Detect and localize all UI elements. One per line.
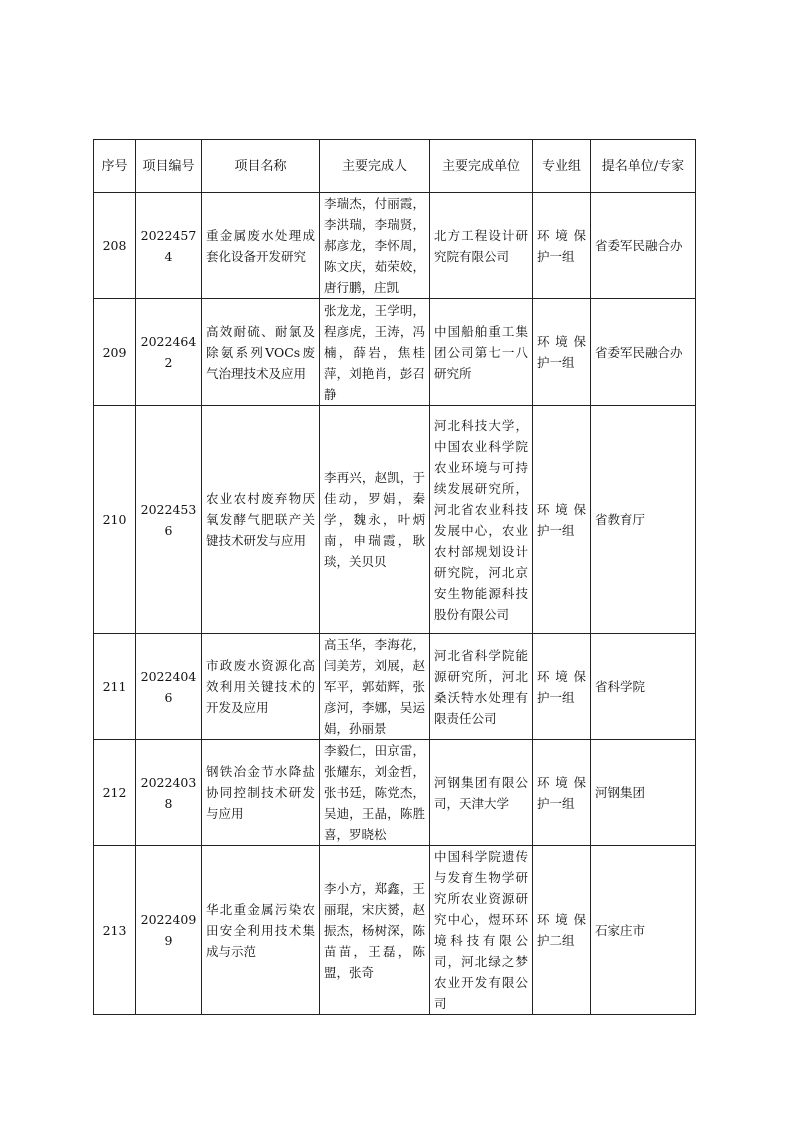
- cell-unit: 河北省科学院能源研究所，河北桑沃特水处理有限责任公司: [430, 634, 533, 740]
- table-row: [94, 846, 696, 1015]
- cell-nominator: 石家庄市: [591, 846, 696, 1015]
- cell-group: 环境保护一组: [533, 406, 591, 634]
- cell-unit: 中国科学院遗传与发育生物学研究所农业资源研究中心，煜环环境科技有限公司，河北绿之梦农业开发有限公司: [430, 846, 533, 1015]
- cell-people: 张龙龙，王学明，程彦虎，王涛，冯楠，薛岩，焦桂萍，刘艳肖，彭召静: [320, 299, 430, 406]
- project-table: [93, 139, 696, 1015]
- cell-nominator: 省教育厅: [591, 406, 696, 634]
- header-nominator: 提名单位/专家: [591, 140, 696, 193]
- cell-code: 20224536: [136, 406, 202, 634]
- cell-unit: 河钢集团有限公司，天津大学: [430, 740, 533, 846]
- header-name: 项目名称: [202, 140, 320, 193]
- cell-name: 高效耐硫、耐氯及除氨系列VOCs废气治理技术及应用: [202, 299, 320, 406]
- cell-seq: 213: [94, 846, 136, 1015]
- cell-nominator: 省委军民融合办: [591, 299, 696, 406]
- cell-seq: 212: [94, 740, 136, 846]
- cell-code: 20224099: [136, 846, 202, 1015]
- cell-people: 李瑞杰，付丽霞，李洪瑞，李瑞贤，郝彦龙，李怀周，陈文庆，茹荣姣，唐行鹏，庄凯: [320, 193, 430, 299]
- cell-group: 环境保护一组: [533, 299, 591, 406]
- cell-code: 20224574: [136, 193, 202, 299]
- cell-name: 农业农村废弃物厌氧发酵气肥联产关键技术研发与应用: [202, 406, 320, 634]
- table-row: [94, 740, 696, 846]
- cell-seq: 211: [94, 634, 136, 740]
- cell-people: 高玉华，李海花，闫美芳，刘展，赵军平，郭茹辉，张彦河，李娜，吴运娟，孙丽景: [320, 634, 430, 740]
- table-row: [94, 634, 696, 740]
- cell-seq: 209: [94, 299, 136, 406]
- header-people: 主要完成人: [320, 140, 430, 193]
- cell-people: 李小方，郑鑫，王丽琨，宋庆赟，赵振杰，杨树深，陈苗苗，王磊，陈盟，张奇: [320, 846, 430, 1015]
- cell-group: 环境保护一组: [533, 740, 591, 846]
- cell-people: 李再兴，赵凯，于佳动，罗娟，秦学，魏永，叶炳南，申瑞霞，耿琰，关贝贝: [320, 406, 430, 634]
- cell-name: 钢铁冶金节水降盐协同控制技术研发与应用: [202, 740, 320, 846]
- table-header-row: [94, 140, 696, 193]
- cell-seq: 208: [94, 193, 136, 299]
- cell-seq: 210: [94, 406, 136, 634]
- cell-group: 环境保护一组: [533, 193, 591, 299]
- cell-name: 重金属废水处理成套化设备开发研究: [202, 193, 320, 299]
- cell-nominator: 省科学院: [591, 634, 696, 740]
- header-group: 专业组: [533, 140, 591, 193]
- cell-nominator: 河钢集团: [591, 740, 696, 846]
- cell-code: 20224038: [136, 740, 202, 846]
- table-row: [94, 193, 696, 299]
- cell-name: 华北重金属污染农田安全利用技术集成与示范: [202, 846, 320, 1015]
- cell-unit: 北方工程设计研究院有限公司: [430, 193, 533, 299]
- cell-unit: 河北科技大学，中国农业科学院农业环境与可持续发展研究所，河北省农业科技发展中心，农业农村部规划设计研究院，河北京安生物能源科技股份有限公司: [430, 406, 533, 634]
- cell-name: 市政废水资源化高效利用关键技术的开发及应用: [202, 634, 320, 740]
- cell-code: 20224046: [136, 634, 202, 740]
- cell-nominator: 省委军民融合办: [591, 193, 696, 299]
- header-unit: 主要完成单位: [430, 140, 533, 193]
- header-seq: 序号: [94, 140, 136, 193]
- cell-group: 环境保护一组: [533, 634, 591, 740]
- header-code: 项目编号: [136, 140, 202, 193]
- table-row: [94, 406, 696, 634]
- cell-people: 李毅仁，田京雷，张耀东，刘金哲，张书廷，陈党杰，吴迪，王晶，陈胜喜，罗晓松: [320, 740, 430, 846]
- cell-group: 环境保护二组: [533, 846, 591, 1015]
- cell-unit: 中国船舶重工集团公司第七一八研究所: [430, 299, 533, 406]
- cell-code: 20224642: [136, 299, 202, 406]
- table-row: [94, 299, 696, 406]
